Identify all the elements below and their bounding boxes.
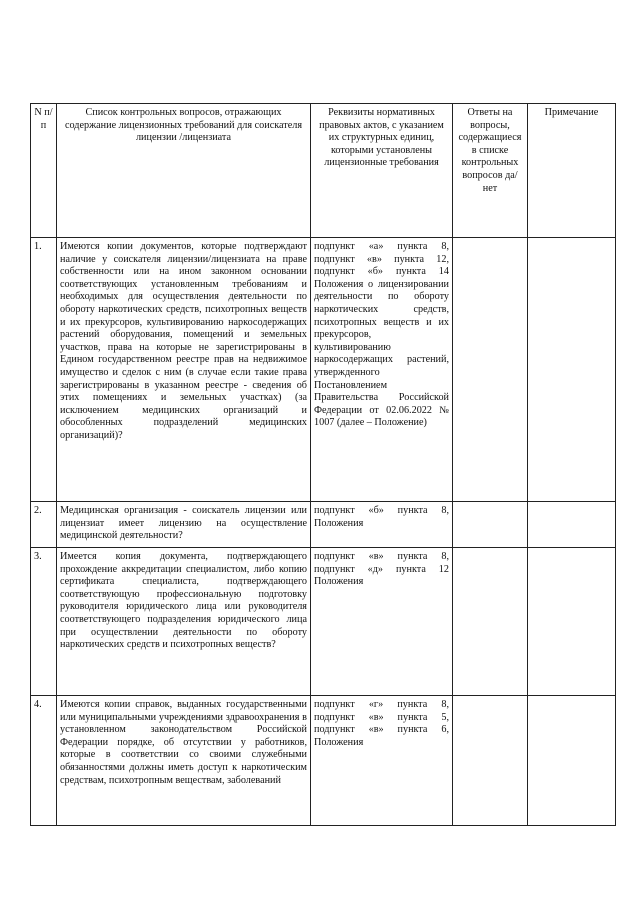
table-header-row	[31, 104, 616, 238]
header-answers: Ответы на вопросы, содержащиеся в списке контрольных вопросов да/ нет	[453, 104, 528, 238]
header-questions: Список контрольных вопросов, отражающих содержание лицензионных требований для соискателя лицензии /лицензиата	[57, 104, 311, 238]
row-question: Медицинская организация - соискатель лицензии или лицензиат имеет лицензию на осуществление медицинской деятельности?	[57, 502, 311, 548]
table-row	[31, 238, 616, 502]
header-number: N п/п	[31, 104, 57, 238]
row-answer[interactable]	[453, 502, 528, 548]
row-note[interactable]	[528, 502, 616, 548]
header-note: Примечание	[528, 104, 616, 238]
header-references: Реквизиты нормативных правовых актов, с указанием их структурных единиц, которыми установлены лицензионные требования	[311, 104, 453, 238]
row-reference: подпункт «в» пункта 8, подпункт «д» пункта 12 Положения	[311, 548, 453, 696]
license-requirements-table	[30, 103, 616, 826]
row-note[interactable]	[528, 548, 616, 696]
row-number: 1.	[31, 238, 57, 502]
row-number: 2.	[31, 502, 57, 548]
row-note[interactable]	[528, 238, 616, 502]
table-row	[31, 696, 616, 826]
row-reference: подпункт «б» пункта 8, Положения	[311, 502, 453, 548]
row-number: 3.	[31, 548, 57, 696]
row-reference: подпункт «а» пункта 8, подпункт «в» пункта 12, подпункт «б» пункта 14 Положения о лицензировании деятельности по обороту наркотических средств, психотропных веществ и их прекурсоров, культивированию наркосодержащих растений, утвержденного Постановлением Правительства Российской Федерации от 02.06.2022 № 1007 (далее – Положение)	[311, 238, 453, 502]
row-answer[interactable]	[453, 548, 528, 696]
row-question: Имеются копии справок, выданных государственными или муниципальными учреждениями здравоохранения в установленном законодательством Российской Федерации порядке, об отсутствии у работников, которые в соответствии со своими служебными обязанностями должны иметь доступ к наркотическим средствам, психотропным веществам, заболеваний	[57, 696, 311, 826]
row-reference: подпункт «г» пункта 8, подпункт «в» пункта 5, подпункт «в» пункта 6, Положения	[311, 696, 453, 826]
row-note[interactable]	[528, 696, 616, 826]
table-row	[31, 548, 616, 696]
row-answer[interactable]	[453, 238, 528, 502]
table-row	[31, 502, 616, 548]
row-answer[interactable]	[453, 696, 528, 826]
row-question: Имеется копия документа, подтверждающего прохождение аккредитации специалистом, либо копию сертификата специалиста, подтверждающего соответствующую профессиональную подготовку руководителя юридического лица или руководителя соответствующего подразделения юридического лица при осуществлении деятельности по обороту наркотических средств и психотропных веществ?	[57, 548, 311, 696]
row-number: 4.	[31, 696, 57, 826]
row-question: Имеются копии документов, которые подтверждают наличие у соискателя лицензии/лицензиата на праве собственности или на ином законном основании соответствующих установленным требованиям и необходимых для осуществления деятельности по обороту наркотических средств, психотропных веществ и их прекурсоров, культивированию наркосодержащих растений оборудования, помещений и земельных участков, права на которые не зарегистрированы в Едином государственном реестре прав на недвижимое имущество и сделок с ним (в случае если такие права зарегистрированы в указанном реестре - сведения об этих помещениях и земельных участках) (за исключением медицинских организаций и обособленных подразделений медицинских организаций)?	[57, 238, 311, 502]
